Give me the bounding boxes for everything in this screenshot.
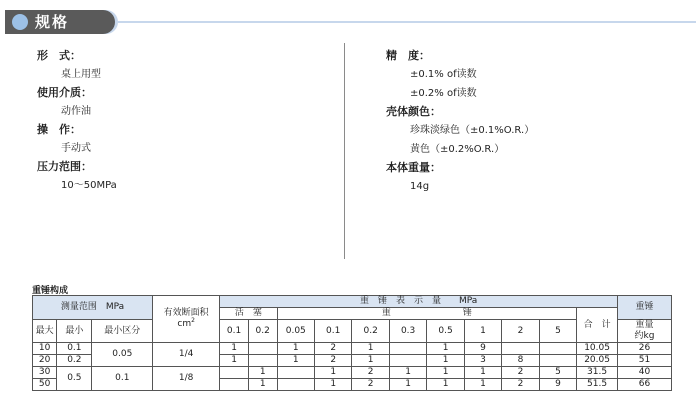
cell-total: 31.5 [577,367,618,379]
header-rule [118,21,696,23]
cell [277,379,314,391]
cell: 1 [389,379,426,391]
cell-kg: 40 [617,367,671,379]
cell: 1 [464,367,501,379]
cell-max: 30 [33,367,57,379]
cell: 2 [314,343,351,355]
cell [502,343,539,355]
cell: 1 [314,379,351,391]
col-header: 0.5 [427,320,464,343]
weight-display-header: 重 锤 表 示 量 MPa [220,296,618,308]
cell: 1 [220,343,249,355]
form-value: 桌上用型 [61,69,101,80]
col-header: 0.3 [389,320,426,343]
accuracy-value-2: ±0.2% of读数 [410,88,477,99]
section-title: 规格 [35,13,70,31]
cell-min: 0.1 [57,343,92,355]
col-header: 0.2 [352,320,389,343]
cell: 2 [352,379,389,391]
cell-area: 1/8 [153,367,220,391]
spec-left-column [37,47,117,195]
cell [539,355,576,367]
cell: 1 [352,343,389,355]
cell: 1 [427,367,464,379]
medium-value: 动作油 [61,106,91,117]
total-header: 合 计 [577,308,618,343]
header-bullet-icon [12,14,28,30]
col-header: 2 [502,320,539,343]
weight-kg-header-3: 约kg [634,331,655,341]
max-header: 最大 [33,320,57,343]
col-header: 1 [464,320,501,343]
min-div-header: 最小区分 [92,320,153,343]
cell: 1 [427,343,464,355]
cell-total: 20.05 [577,355,618,367]
cell: 3 [464,355,501,367]
cell: 8 [502,355,539,367]
cell-max: 50 [33,379,57,391]
accuracy-value-1: ±0.1% of读数 [410,69,477,80]
range-label: 压力范围： [37,160,92,173]
cell: 1 [427,355,464,367]
color-value-2: 黄色（±0.2%O.R.） [410,144,505,155]
cell-total: 51.5 [577,379,618,391]
cell [389,343,426,355]
color-value-1: 珍珠淡绿色（±0.1%O.R.） [410,125,535,136]
cell: 2 [314,355,351,367]
cell-kg: 66 [617,379,671,391]
cell-kg: 26 [617,343,671,355]
weight-kg-subheader [617,320,671,343]
effective-area-text: 有效断面积 [163,308,209,318]
cell: 1 [389,367,426,379]
cell: 9 [464,343,501,355]
cell: 5 [539,367,576,379]
table-title: 重锤构成 [32,286,69,296]
cell [220,379,249,391]
col-header: 0.2 [248,320,277,343]
cell: 1 [277,355,314,367]
operation-label: 操 作： [37,123,81,136]
cell: 1 [314,367,351,379]
section-header [5,10,115,34]
col-header: 0.1 [220,320,249,343]
cell: 1 [427,379,464,391]
cell [220,367,249,379]
range-value: 10～50MPa [61,180,117,191]
weight-kg-header-2: 重量 [635,320,654,330]
weight-group-header: 重 锤 [277,308,577,320]
col-header: 0.1 [314,320,351,343]
cell: 2 [352,367,389,379]
cell: 9 [539,379,576,391]
cell [389,355,426,367]
cell-div: 0.05 [92,343,153,367]
cell-min: 0.2 [57,355,92,367]
cell-max: 20 [33,355,57,367]
cell: 1 [220,355,249,367]
weight-kg-header-1: 重锤 [635,302,654,312]
cell-kg: 51 [617,355,671,367]
weight-composition-table [32,295,672,391]
weight-label: 本体重量： [386,161,441,174]
color-label: 壳体颜色： [386,105,441,118]
cell: 2 [502,367,539,379]
form-label: 形 式： [37,49,81,62]
cell: 1 [248,379,277,391]
col-header: 0.05 [277,320,314,343]
area-unit: cm [177,319,192,329]
cell-max: 10 [33,343,57,355]
cell: 1 [248,367,277,379]
weight-value: 14g [410,181,430,192]
area-unit-sup: 2 [191,317,195,324]
cell-div: 0.1 [92,367,153,391]
column-divider [344,43,345,259]
piston-header: 活 塞 [220,308,277,320]
cell-area: 1/4 [153,343,220,367]
cell: 1 [277,343,314,355]
min-header: 最小 [57,320,92,343]
operation-value: 手动式 [61,143,91,154]
measure-range-header: 测量范围 MPa [33,296,153,320]
weight-kg-header [617,296,671,320]
cell: 2 [502,379,539,391]
cell: 1 [464,379,501,391]
cell [539,343,576,355]
cell: 1 [352,355,389,367]
cell-total: 10.05 [577,343,618,355]
cell [248,355,277,367]
col-header: 5 [539,320,576,343]
cell [277,367,314,379]
medium-label: 使用介质： [37,86,92,99]
accuracy-label: 精 度： [386,49,430,62]
cell [248,343,277,355]
cell-min: 0.5 [57,367,92,391]
effective-area-header [153,296,220,343]
spec-right-column [386,47,534,196]
